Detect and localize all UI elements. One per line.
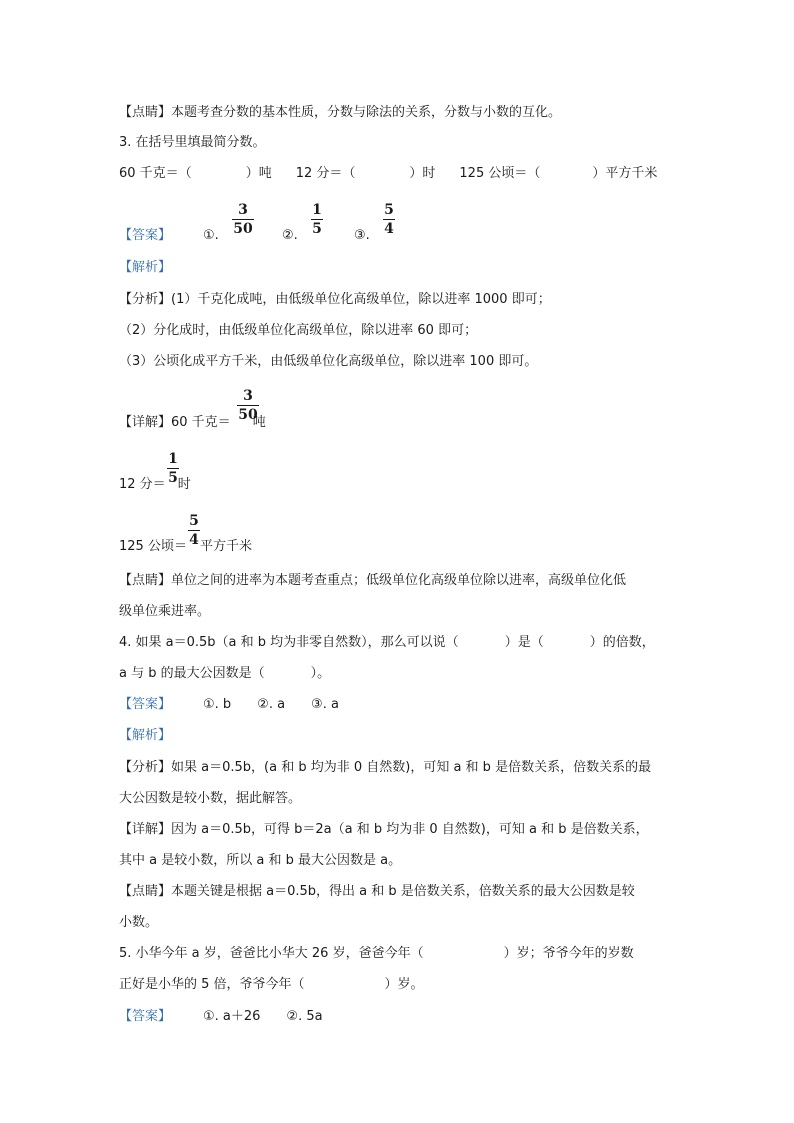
note-4-line-1: 【点睛】本题关键是根据 a＝0.5b，得出 a 和 b 是倍数关系，倍数关系的最大公因数是较 — [119, 884, 635, 899]
note-line: 【点睛】本题考查分数的基本性质，分数与除法的关系，分数与小数的互化。 — [119, 105, 562, 120]
detail-4-line-2: 其中 a 是较小数，所以 a 和 b 最大公因数是 a。 — [119, 853, 402, 868]
note-line-2b: 级单位乘进率。 — [119, 604, 211, 619]
answer-marker-2: ②. — [282, 228, 298, 243]
question-5-line-1: 5. 小华今年 a 岁，爸爸比小华大 26 岁，爸爸今年（ ）岁；爷爷今年的岁数 — [119, 946, 634, 961]
note-line-2a: 【点睛】单位之间的进率为本题考查重点；低级单位化高级单位除以进率，高级单位化低 — [119, 573, 627, 588]
analysis-4-line-1: 【分析】如果 a＝0.5b，(a 和 b 均为非 0 自然数)，可知 a 和 b 是倍数关系，倍数关系的最 — [119, 760, 652, 775]
detail-4-line-1: 【详解】因为 a＝0.5b，可得 b＝2a（a 和 b 均为非 0 自然数)，可知 a 和 b 是倍数关系， — [119, 822, 649, 837]
fraction-answer-3: 5 4 — [384, 202, 394, 237]
question-4-line-1: 4. 如果 a＝0.5b（a 和 b 均为非零自然数），那么可以说（ ）是（ ）的倍数， — [119, 635, 655, 650]
answer-marker-1: ①. — [203, 228, 219, 243]
analysis-4-line-2: 大公因数是较小数，据此解答。 — [119, 791, 302, 806]
fraction-detail-2: 1 5 — [168, 451, 178, 486]
analysis-line-1: 【分析】(1）千克化成吨，由低级单位化高级单位，除以进率 1000 即可； — [119, 292, 551, 307]
question-3-title: 3. 在括号里填最简分数。 — [119, 135, 266, 150]
detail-line-1: 【详解】60 千克＝ 吨 — [119, 415, 266, 430]
answer-tag: 【答案】 — [119, 228, 172, 243]
fraction-answer-2: 1 5 — [312, 202, 322, 237]
answer-4-values: ①. b ②. a ③. a — [203, 697, 339, 712]
question-4-line-2: a 与 b 的最大公因数是（ ）。 — [119, 666, 331, 681]
fraction-answer-1: 3 50 — [233, 202, 253, 237]
answer-5-tag: 【答案】 — [119, 1009, 172, 1024]
answer-4-tag: 【答案】 — [119, 697, 172, 712]
analysis-tag: 【解析】 — [119, 260, 172, 275]
analysis-line-2: （2）分化成时，由低级单位化高级单位，除以进率 60 即可； — [119, 323, 478, 338]
question-3-body: 60 千克＝（ ）吨 12 分＝（ ）时 125 公顷＝（ ）平方千米 — [119, 166, 658, 181]
note-4-line-2: 小数。 — [119, 915, 159, 930]
answer-5-values: ①. a＋26 ②. 5a — [203, 1009, 323, 1024]
analysis-line-3: （3）公顷化成平方千米，由低级单位化高级单位，除以进率 100 即可。 — [119, 354, 538, 369]
answer-marker-3: ③. — [354, 228, 370, 243]
detail-line-2: 12 分＝ 时 — [119, 477, 191, 492]
detail-line-3: 125 公顷＝ 平方千米 — [119, 539, 252, 554]
analysis-4-tag: 【解析】 — [119, 728, 172, 743]
fraction-detail-1: 3 50 — [238, 388, 258, 423]
fraction-detail-3: 5 4 — [189, 513, 199, 548]
question-5-line-2: 正好是小华的 5 倍，爷爷今年（ ）岁。 — [119, 977, 424, 992]
